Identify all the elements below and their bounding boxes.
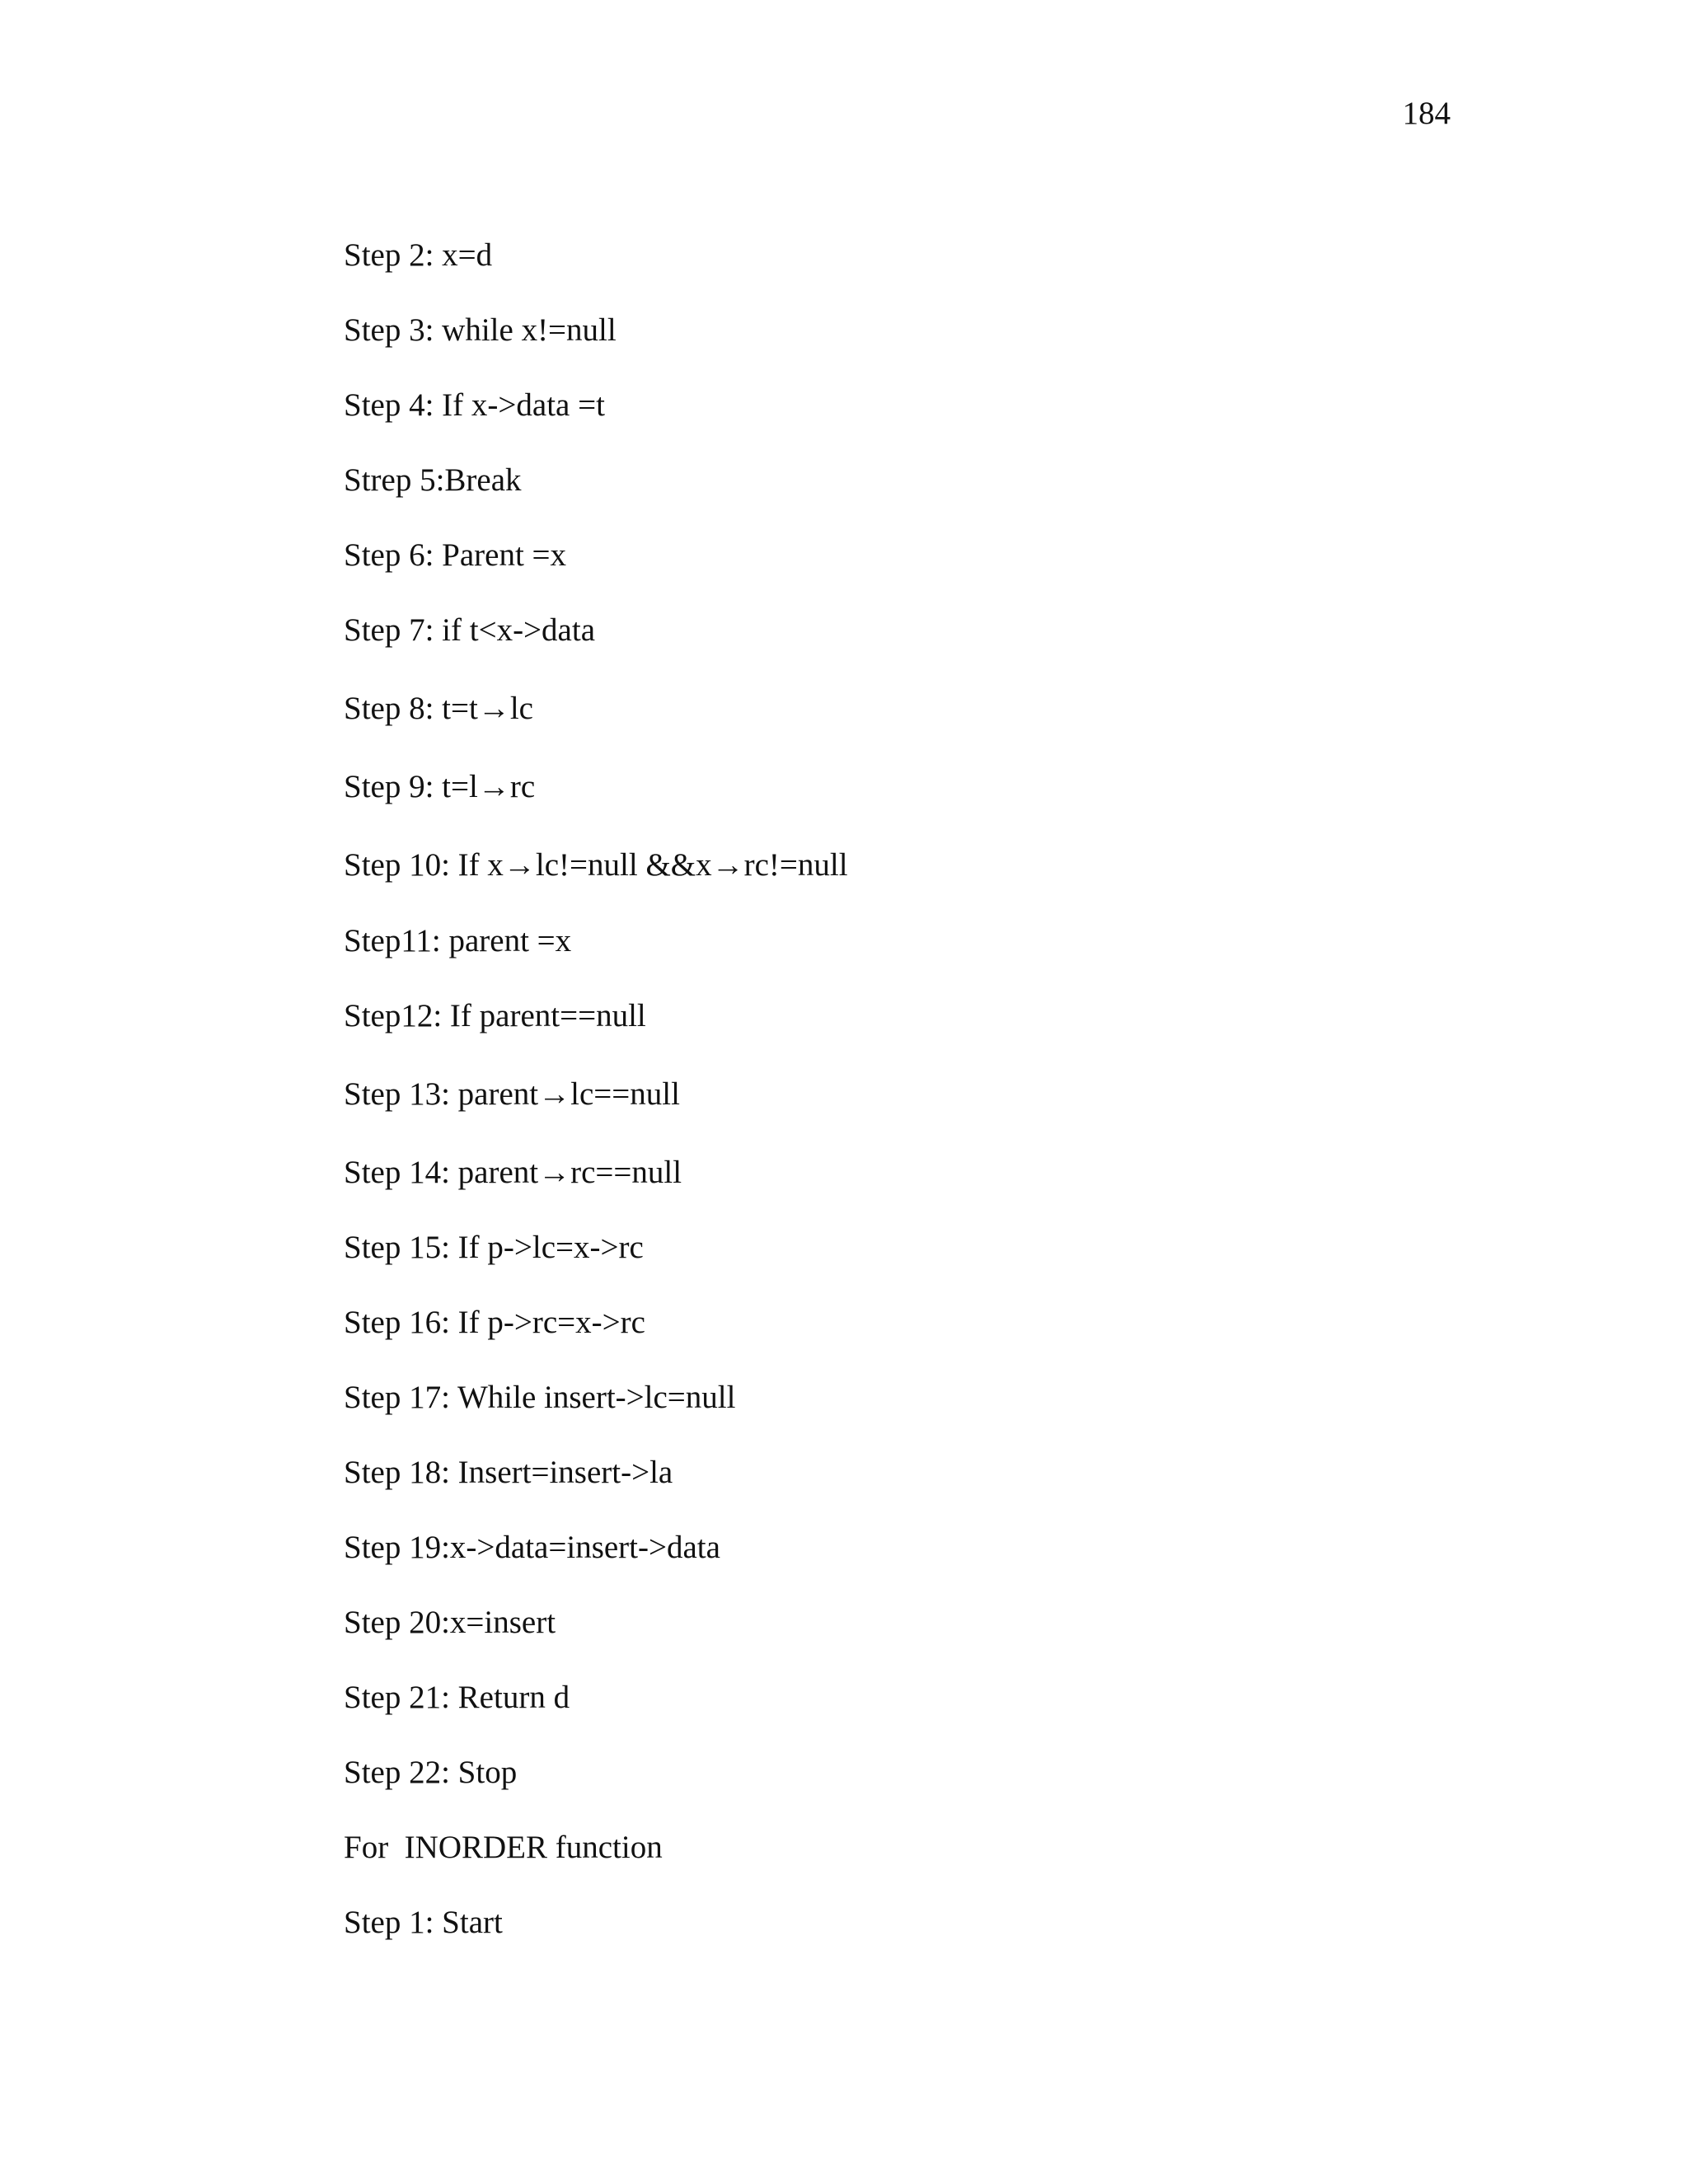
algorithm-line: Step 16: If p->rc=x->rc xyxy=(344,1305,645,1340)
algorithm-line: Step 3: while x!=null xyxy=(344,312,617,348)
algorithm-line: Step 2: x=d xyxy=(344,237,493,273)
algorithm-line: Step12: If parent==null xyxy=(344,998,646,1033)
algorithm-line: Step 20:x=insert xyxy=(344,1605,556,1640)
algorithm-line: Step 14: parent→rc==null xyxy=(344,1155,682,1190)
algorithm-line: Step 13: parent→lc==null xyxy=(344,1076,680,1112)
algorithm-line: Step 8: t=t→lc xyxy=(344,691,533,726)
algorithm-line: Step 22: Stop xyxy=(344,1755,518,1790)
algorithm-line: Step 9: t=l→rc xyxy=(344,769,536,804)
algorithm-line: Step 10: If x→lc!=null &&x→rc!=null xyxy=(344,847,848,883)
algorithm-line: Step11: parent =x xyxy=(344,923,572,958)
page-number: 184 xyxy=(1402,96,1451,131)
algorithm-line: Step 1: Start xyxy=(344,1905,503,1940)
algorithm-line: Step 18: Insert=insert->la xyxy=(344,1455,673,1490)
algorithm-line: Step 4: If x->data =t xyxy=(344,387,605,423)
algorithm-line: Step 7: if t<x->data xyxy=(344,612,596,648)
algorithm-line: Step 21: Return d xyxy=(344,1680,570,1715)
section-heading: For INORDER function xyxy=(344,1830,663,1865)
algorithm-line: Step 15: If p->lc=x->rc xyxy=(344,1230,644,1265)
algorithm-line: Step 6: Parent =x xyxy=(344,537,567,573)
algorithm-line: Step 19:x->data=insert->data xyxy=(344,1530,720,1565)
algorithm-line: Step 17: While insert->lc=null xyxy=(344,1380,736,1415)
algorithm-line: Strep 5:Break xyxy=(344,462,522,498)
